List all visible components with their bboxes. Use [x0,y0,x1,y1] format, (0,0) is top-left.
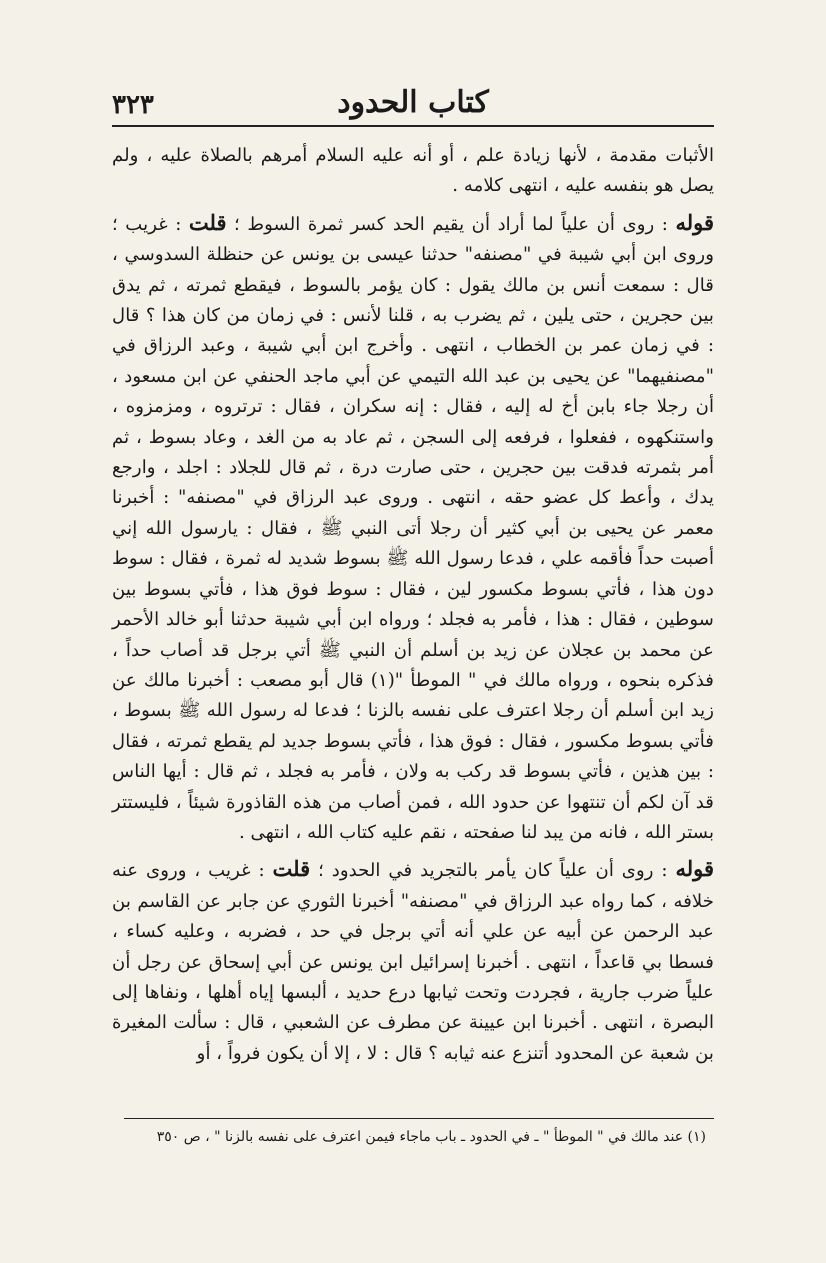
lead-word: قوله [675,209,714,235]
paragraph-3 [112,854,714,1069]
paragraph-3-claim: : روى أن علياً كان يأمر بالتجريد في الحدود ؛ [318,860,668,882]
page-number: ٣٢٣ [112,90,154,120]
page-header [112,78,714,128]
qult-word: قلت [272,856,311,882]
paragraph-2-claim: : روى أن علياً لما أراد أن يقيم الحد كسر ثمرة السوط ؛ [234,213,668,235]
header-divider [112,125,714,127]
qult-word: قلت [188,209,227,235]
paragraph-1-text: الأثبات مقدمة ، لأنها زيادة علم ، أو أنه عليه السلام أمرهم بالصلاة عليه ، ولم يصل هو بنفسه عليه ، انتهى كلامه . [112,145,714,197]
lead-word: قوله [675,856,714,882]
paragraph-1 [112,141,714,202]
paragraph-2-text: : غريب ؛ وروى ابن أبي شيبة في "مصنفه" حدثنا عيسى بن يونس عن حنظلة السدوسي ، قال : سمعت أنس بن مالك يقول : كان يؤمر بالسوط ، فيقطع ثمرته ، ثم يدق بين حجرين ، حتى يلين ، ثم يضرب به ، قلنا لأنس : في زمان من كان هذا ؟ قال : في زمان عمر بن الخطاب ، انتهى . وأخرج ابن أبي شيبة ، وعبد الرزاق في "مصنفيهما" عن يحيى بن عبد الله التيمي عن أبي ماجد الحنفي عن ابن مسعود ، أن رجلا جاء بابن أخ له إليه ، فقال : إنه سكران ، فقال : ترتروه ، ومزمزوه ، واستنكهوه ، ففعلوا ، فرفعه إلى السجن ، ثم عاد به من الغد ، وعاد بسوط ، ثم أمر بثمرته فدقت بين حجرين ، حتى صارت درة ، ثم قال للجلاد : اجلد ، وارجع يدك ، وأعط كل عضو حقه ، انتهى . وروى عبد الرزاق في "مصنفه" : أخبرنا معمر عن يحيى بن أبي كثير أن رجلا أتى النبي ﷺ ، فقال : يارسول الله إني أصبت حداً فأقمه علي ، فدعا رسول الله ﷺ بسوط شديد له ثمرة ، فقال : سوط دون هذا ، فأتي بسوط مكسور لين ، فقال : سوط فوق هذا ، فأتي بسوط بين سوطين ، فقال : هذا ، فأمر به فجلد ؛ ورواه ابن أبي شيبة حدثنا أبو خالد الأحمر عن محمد بن عجلان عن زيد بن أسلم أن النبي ﷺ أتي برجل قد أصاب حداً ، فذكره بنحوه ، ورواه مالك في " الموطأ "(١) قال أبو مصعب : أخبرنا مالك عن زيد ابن أسلم أن رجلا اعترف على نفسه بالزنا ؛ فدعا له رسول الله ﷺ بسوط ، فأتي بسوط مكسور ، فقال : فوق هذا ، فأتي بسوط جديد لم يقطع ثمرته ، فقال : بين هذين ، فأتي بسوط قد ركب به ولان ، فأمر به فجلد ، ثم قال : أيها الناس قد آن لكم أن تنتهوا عن حدود الله ، فمن أصاب من هذه القاذورة شيئاً ، فليستتر بستر الله ، فانه من يبد لنا صفحته ، نقم عليه كتاب الله ، انتهى . [112,213,714,843]
paragraph-3-text: : غريب ، وروى عنه خلافه ، كما رواه عبد الرزاق في "مصنفه" أخبرنا الثوري عن جابر عن القاسم بن عبد الرحمن عن أبيه عن علي أنه أتي برجل في حد ، فضربه ، وعليه كساء ، فسطا بي قاعداً ، انتهى . أخبرنا إسرائيل ابن يونس عن أبي إسحاق عن رجل أن علياً ضرب جارية ، فجردت وتحت ثيابها درع حديد ، ألبسها إياه أهلها ، ونفاها إلى البصرة ، انتهى . أخبرنا ابن عيينة عن مطرف عن الشعبي ، قال : سألت المغيرة بن شعبة عن المحدود أتنزع عنه ثيابه ؟ قال : لا ، إلا أن يكون فرواً ، أو [112,860,714,1064]
main-text [112,141,714,1069]
paragraph-2 [112,208,714,849]
footnote-divider [124,1118,714,1119]
footnote: (١) عند مالك في " الموطأ " ـ في الحدود ـ باب ماجاء فيمن اعترف على نفسه بالزنا " ، ص ٣٥٠ [156,1129,706,1145]
page-title: كتاب الحدود [337,85,489,120]
